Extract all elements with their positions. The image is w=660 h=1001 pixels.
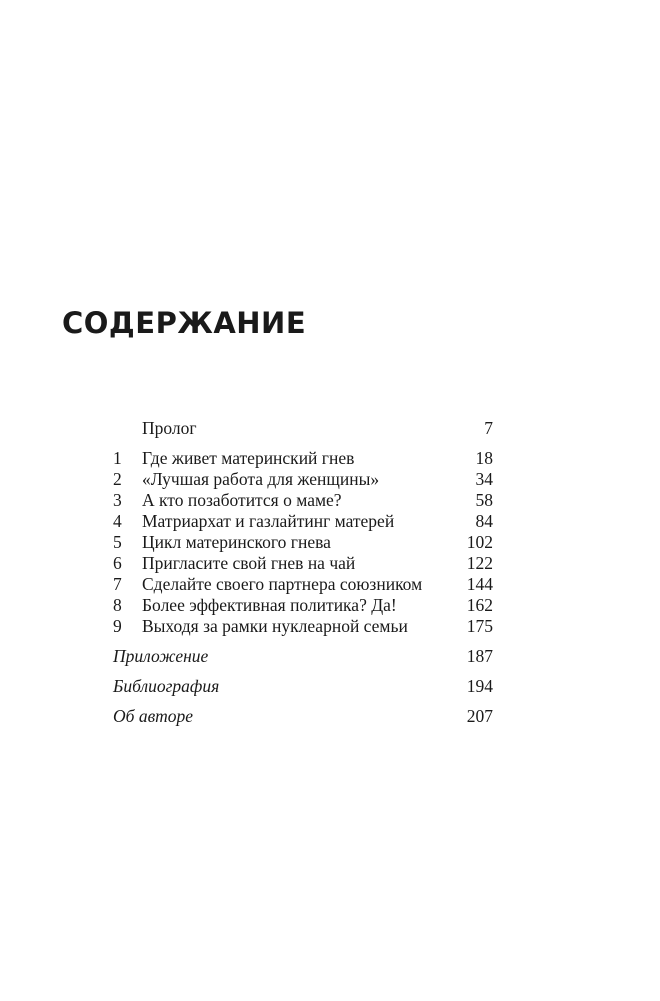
toc-entry-prologue[interactable] [113, 418, 493, 439]
toc-entry-page: 194 [466, 676, 493, 696]
toc-entry-title: Пригласите свой гнев на чай [142, 553, 356, 573]
page-title: СОДЕРЖАНИЕ [62, 306, 307, 340]
toc-entry-chapter-5[interactable] [113, 532, 493, 553]
toc-entry-title: Выходя за рамки нуклеарной семьи [142, 616, 408, 636]
toc-chapter-number: 2 [113, 469, 122, 489]
toc-entry-chapter-1[interactable] [113, 448, 493, 469]
toc-entry-page: 84 [475, 511, 493, 531]
toc-chapter-number: 7 [113, 574, 122, 594]
toc-entry-title: Приложение [113, 646, 209, 666]
toc-entry-chapter-2[interactable] [113, 469, 493, 490]
toc-entry-chapter-8[interactable] [113, 595, 493, 616]
toc-entry-page: 34 [475, 469, 493, 489]
toc-entry-title: Цикл материнского гнева [142, 532, 331, 552]
toc-entry-chapter-4[interactable] [113, 511, 493, 532]
toc-entry-chapter-3[interactable] [113, 490, 493, 511]
toc-entry-page: 207 [466, 706, 493, 726]
toc-chapter-number: 1 [113, 448, 122, 468]
toc-entry-page: 187 [466, 646, 493, 666]
toc-entry-title: Об авторе [113, 706, 194, 726]
toc-entry-page: 18 [475, 448, 493, 468]
toc-entry-title: Более эффективная политика? Да! [142, 595, 397, 615]
toc-entry-page: 175 [466, 616, 493, 636]
toc-entry-chapter-7[interactable] [113, 574, 493, 595]
toc-entry-page: 122 [466, 553, 493, 573]
toc-entry-title: Сделайте своего партнера союзником [142, 574, 423, 594]
toc-chapter-number: 8 [113, 595, 122, 615]
toc-entry-page: 102 [466, 532, 493, 552]
toc-entry-page: 144 [466, 574, 493, 594]
toc-chapter-number: 4 [113, 511, 122, 531]
toc-entry-title: Библиография [113, 676, 220, 696]
toc-entry-title: Пролог [142, 418, 197, 438]
toc-entry-bibliography[interactable] [113, 676, 493, 697]
toc-entry-appendix[interactable] [113, 646, 493, 667]
toc-entry-page: 7 [484, 418, 493, 438]
toc-entry-chapter-6[interactable] [113, 553, 493, 574]
toc-entry-title: Где живет материнский гнев [142, 448, 355, 468]
toc-chapter-number: 3 [113, 490, 122, 510]
toc-entry-title: «Лучшая работа для женщины» [142, 469, 380, 489]
toc-entry-page: 162 [466, 595, 493, 615]
toc-entry-about-author[interactable] [113, 706, 493, 727]
toc-entry-chapter-9[interactable] [113, 616, 493, 637]
toc-entry-page: 58 [475, 490, 493, 510]
toc-entry-title: Матриархат и газлайтинг матерей [142, 511, 395, 531]
toc-chapter-number: 6 [113, 553, 122, 573]
toc-entry-title: А кто позаботится о маме? [142, 490, 342, 510]
table-of-contents [113, 418, 493, 736]
toc-chapter-number: 9 [113, 616, 122, 636]
toc-chapter-number: 5 [113, 532, 122, 552]
